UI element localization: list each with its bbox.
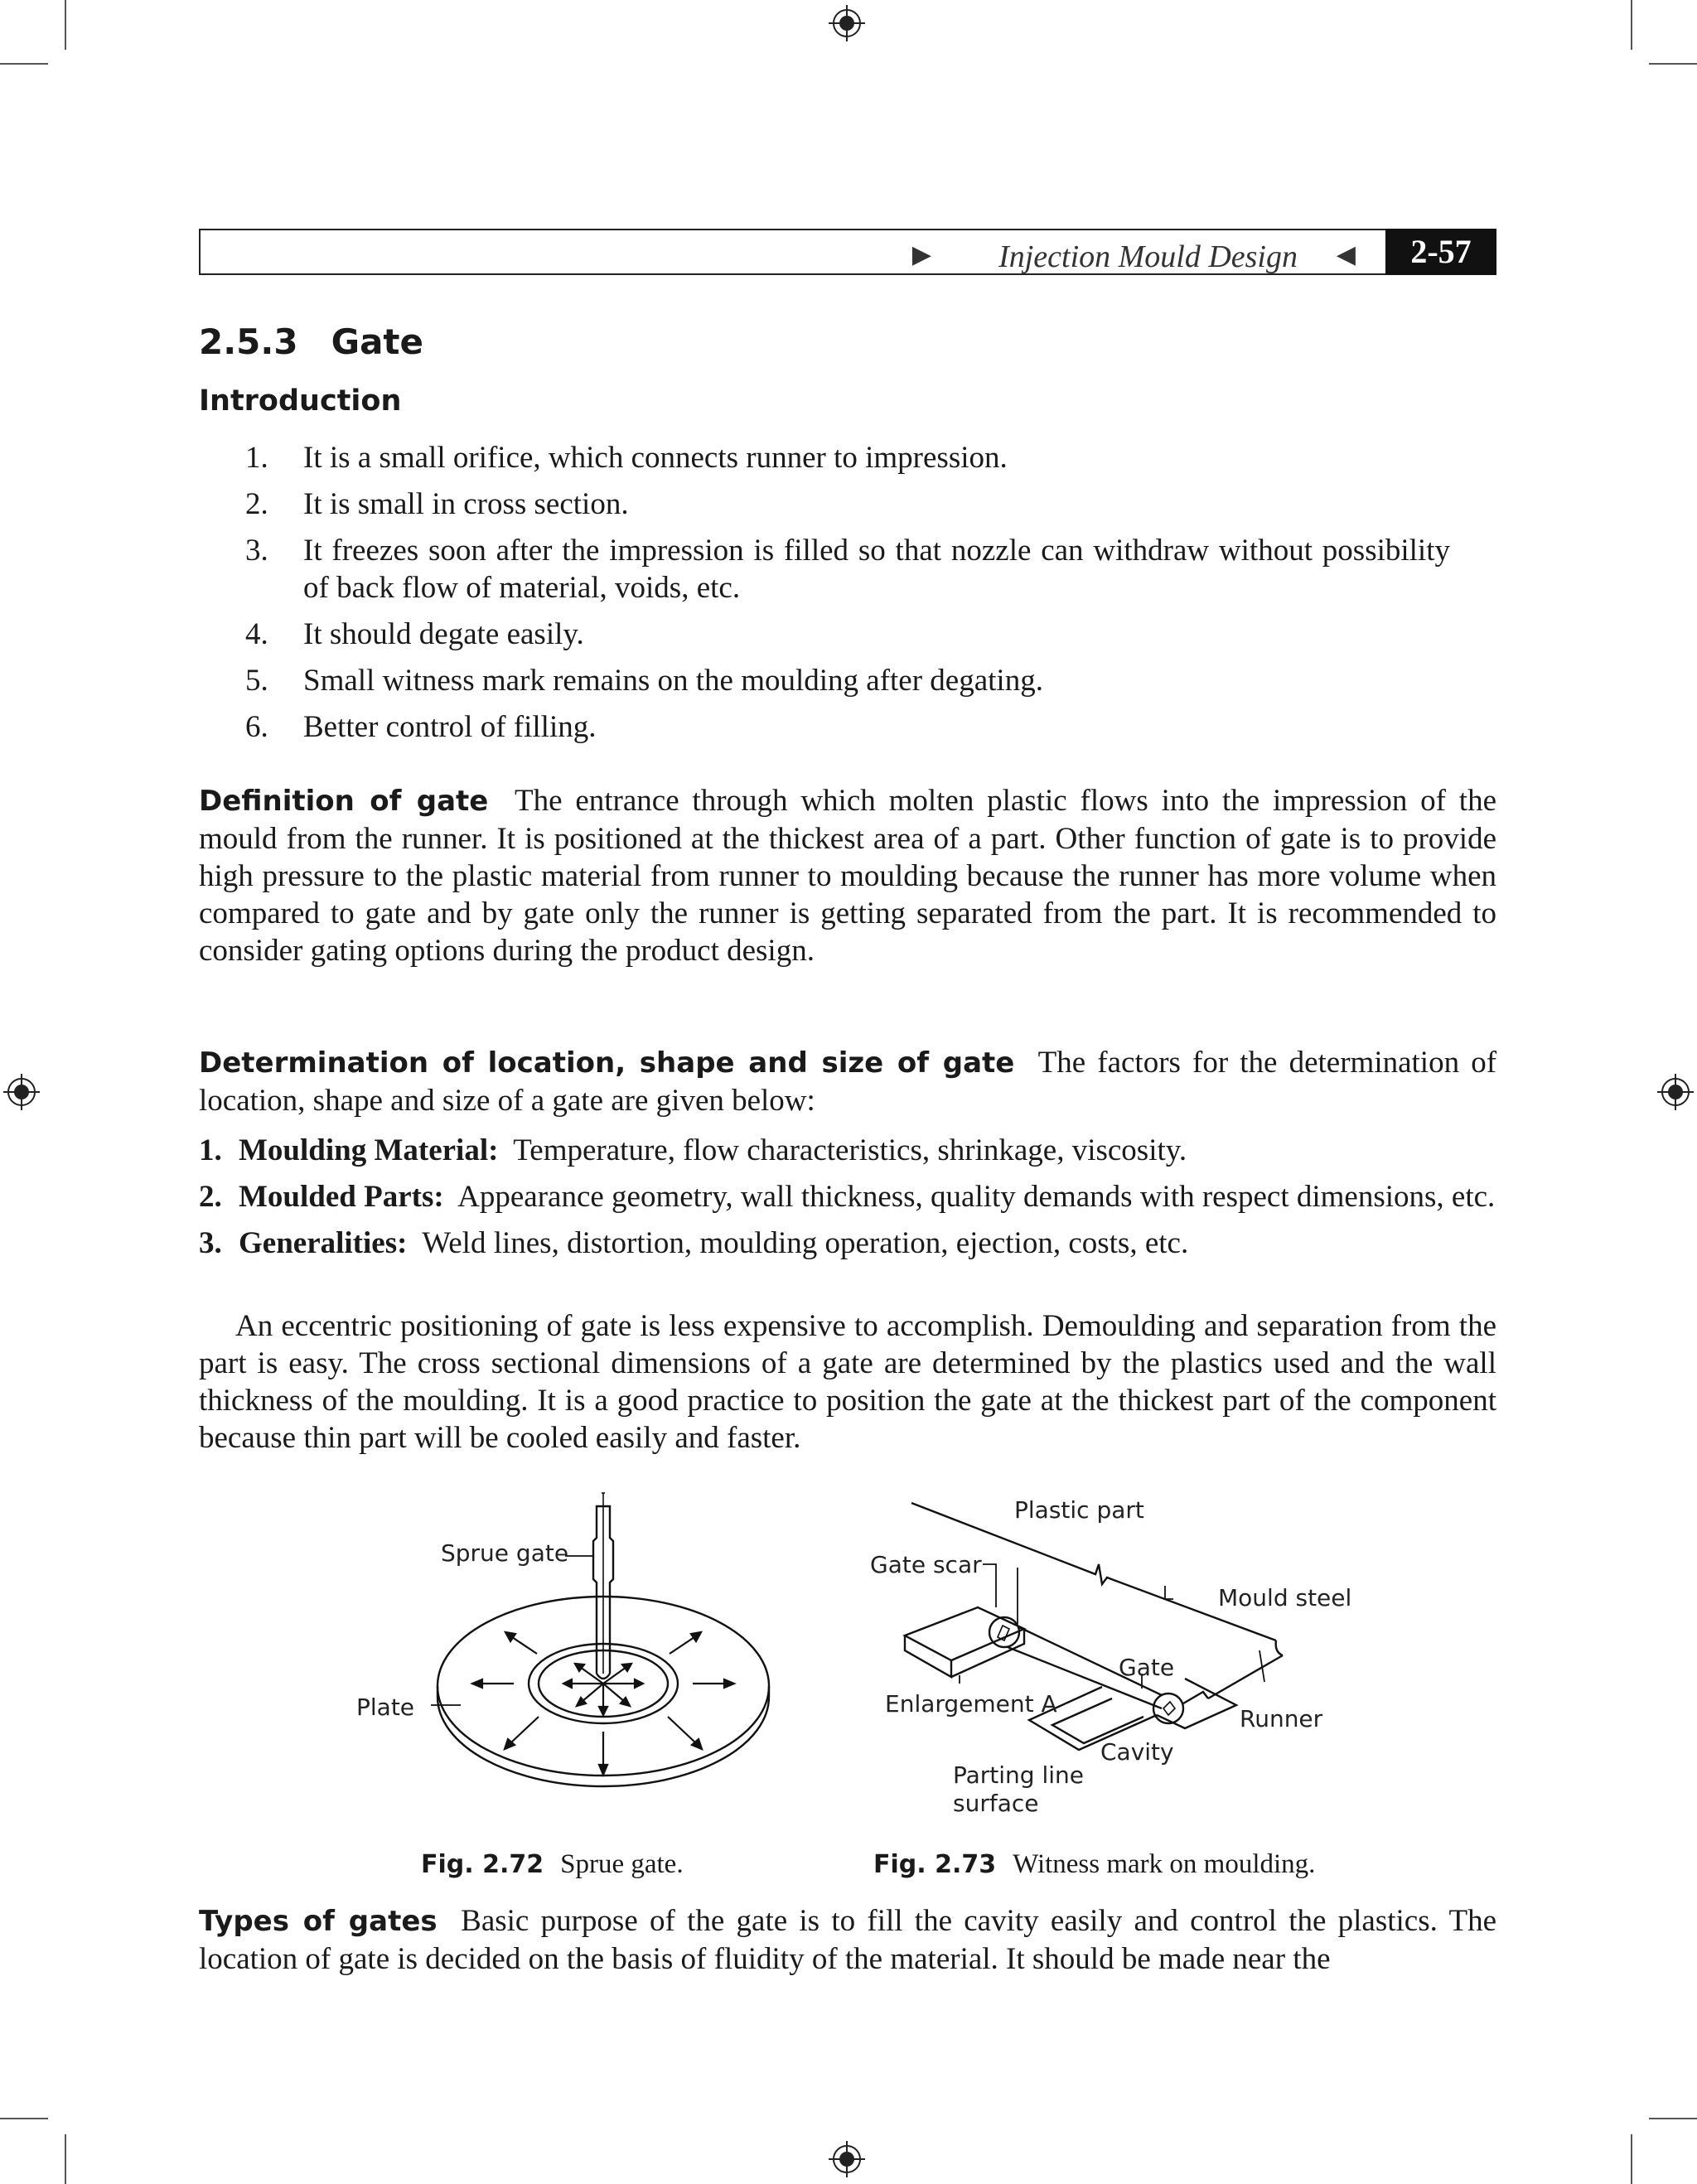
crop-mark <box>1649 2118 1697 2119</box>
section-title: Gate <box>331 321 423 362</box>
types-lead: Types of gates <box>199 1905 438 1938</box>
list-item: 1. Moulding Material: Temperature, flow characteristics, shrinkage, viscosity. <box>199 1133 1187 1167</box>
crop-mark <box>1631 0 1632 50</box>
crop-mark <box>0 63 48 65</box>
section-heading <box>199 321 423 362</box>
list-item: 3. It freezes soon after the impression is filled so that nozzle can withdraw without possibility of back flow of material, voids, etc. <box>245 534 1450 605</box>
left-triangle-icon: ◀ <box>1336 240 1356 269</box>
factor-list <box>199 1132 1496 1271</box>
list-item: 2. Moulded Parts: Appearance geometry, wall thickness, quality demands with respect dimensions, etc. <box>199 1180 1496 1214</box>
list-item: 4. It should degate easily. <box>245 617 584 651</box>
crop-mark <box>1631 2134 1632 2184</box>
types-paragraph: Types of gates Basic purpose of the gate is to fill the cavity easily and control the plastics. The location of gate is decided on the basis of fluidity of the material. It should be made near the <box>199 1904 1496 1976</box>
registration-mark-icon <box>829 5 865 41</box>
list-item: 5. Small witness mark remains on the moulding after degating. <box>245 664 1043 698</box>
label-cavity: Cavity <box>1100 1738 1174 1766</box>
crop-mark <box>65 2134 66 2184</box>
registration-mark-icon <box>829 2141 865 2177</box>
registration-mark-icon <box>3 1074 40 1110</box>
label-sprue-gate: Sprue gate <box>441 1539 569 1567</box>
figure-caption: Fig. 2.72 Sprue gate. <box>421 1849 684 1879</box>
page-number: 2-57 <box>1385 229 1496 275</box>
label-runner: Runner <box>1240 1705 1323 1732</box>
label-parting-line: Parting line <box>953 1761 1085 1789</box>
section-number: 2.5.3 <box>199 321 298 362</box>
label-plastic-part: Plastic part <box>1014 1496 1144 1524</box>
crop-mark <box>0 2118 48 2119</box>
list-item: 6. Better control of filling. <box>245 710 597 744</box>
sprue-gate-figure <box>431 1491 779 1806</box>
right-triangle-icon: ▶ <box>911 240 931 269</box>
list-item: 2. It is small in cross section. <box>245 487 629 521</box>
label-plate: Plate <box>356 1694 415 1721</box>
determination-lead: Determination of location, shape and size of gate <box>199 1046 1015 1080</box>
closing-paragraph: An eccentric positioning of gate is less expensive to accomplish. Demoulding and separation from the part is easy. The cross sectional dimensions of a gate are determined by the plastics used and the wall thickness of the moulding. It is a good practice to position the gate at the thickest part of the component because thin part will be cooled easily and faster. <box>199 1309 1496 1455</box>
running-header <box>199 229 1496 275</box>
introduction-heading: Introduction <box>199 384 402 418</box>
definition-lead: Definition of gate <box>199 785 489 818</box>
label-gate: Gate <box>1119 1654 1175 1681</box>
introduction-list <box>232 439 1500 755</box>
running-title: Injection Mould Design <box>998 239 1298 274</box>
label-mould-steel: Mould steel <box>1218 1584 1352 1611</box>
crop-mark <box>1649 63 1697 65</box>
label-gate-scar: Gate scar <box>870 1551 982 1578</box>
label-parting-line-surface: surface <box>953 1790 1039 1817</box>
crop-mark <box>65 0 66 50</box>
definition-paragraph: Definition of gate The entrance through which molten plastic flows into the impression of the mould from the runner. It is positioned at the thickest area of a part. Other function of gate is to provide high pressure to the plastic material from runner to moulding because the runner has more volume when compared to gate and by gate only the runner is getting separated from the part. It is recommended to consider gating options during the product design. <box>199 784 1496 968</box>
determination-paragraph: Determination of location, shape and size of gate The factors for the determination of location, shape and size of a gate are given below: <box>199 1046 1497 1118</box>
list-item: 3. Generalities: Weld lines, distortion, moulding operation, ejection, costs, etc. <box>199 1226 1189 1260</box>
list-item: 1. It is a small orifice, which connects runner to impression. <box>245 441 1008 475</box>
registration-mark-icon <box>1657 1074 1694 1110</box>
figure-caption: Fig. 2.73 Witness mark on moulding. <box>873 1849 1316 1879</box>
label-enlargement: Enlargement A <box>885 1690 1057 1718</box>
